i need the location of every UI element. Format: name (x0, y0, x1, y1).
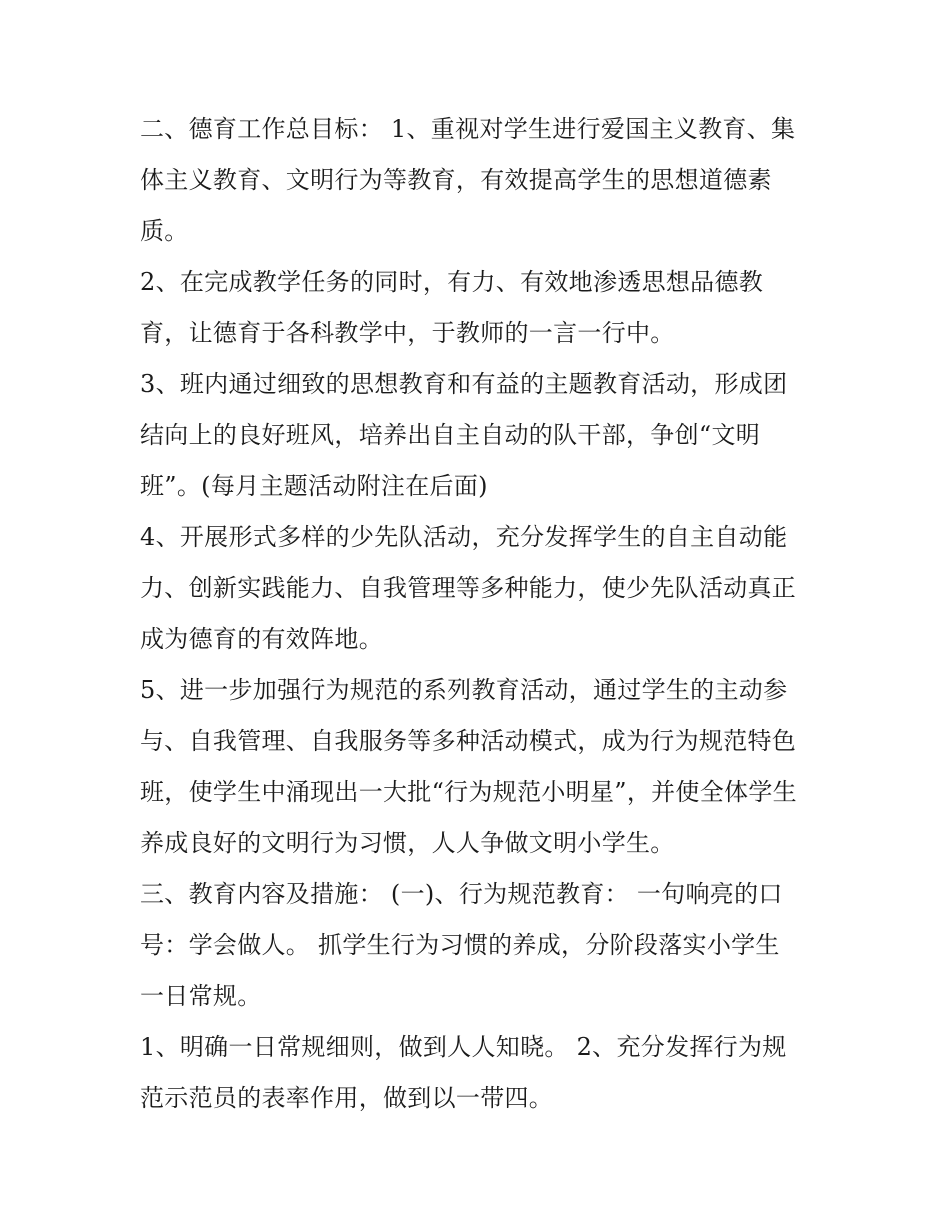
paragraph-measures-list (140, 1022, 820, 1124)
text-line: 三、教育内容及措施： (一)、行为规范教育： 一句响亮的口 (140, 880, 783, 908)
text-line: 力、创新实践能力、自我管理等多种能力，使少先队活动真正 (140, 574, 797, 602)
text-line: 结向上的良好班风，培养出自主自动的队干部，争创“文明 (140, 421, 761, 449)
text-line: 育，让德育于各科教学中，于教师的一言一行中。 (140, 319, 675, 347)
text-line: 5、进一步加强行为规范的系列教育活动，通过学生的主动参 (140, 676, 788, 704)
paragraph-goal-4 (140, 512, 820, 665)
text-line: 养成良好的文明行为习惯，人人争做文明小学生。 (140, 829, 675, 857)
paragraph-goal-3 (140, 359, 820, 512)
text-line: 号：学会做人。 抓学生行为习惯的养成，分阶段落实小学生 (140, 931, 780, 959)
text-line: 3、班内通过细致的思想教育和有益的主题教育活动，形成团 (140, 370, 788, 398)
paragraph-goals-intro (140, 104, 820, 257)
text-line: 质。 (140, 217, 189, 245)
text-line: 体主义教育、文明行为等教育，有效提高学生的思想道德素 (140, 166, 772, 194)
paragraph-goal-2 (140, 257, 820, 359)
text-line: 二、德育工作总目标： 1、重视对学生进行爱国主义教育、集 (140, 115, 796, 143)
text-line: 范示范员的表率作用，做到以一带四。 (140, 1084, 554, 1112)
text-line: 班”。(每月主题活动附注在后面) (140, 472, 488, 500)
text-line: 一日常规。 (140, 982, 262, 1010)
text-line: 2、在完成教学任务的同时，有力、有效地渗透思想品德教 (140, 268, 764, 296)
text-line: 与、自我管理、自我服务等多种活动模式，成为行为规范特色 (140, 727, 797, 755)
text-line: 1、明确一日常规细则，做到人人知晓。 2、充分发挥行为规 (140, 1033, 787, 1061)
text-line: 班，使学生中涌现出一大批“行为规范小明星”，并使全体学生 (140, 778, 797, 806)
paragraph-goal-5 (140, 665, 820, 869)
document-body (140, 104, 820, 1124)
text-line: 成为德育的有效阵地。 (140, 625, 383, 653)
text-line: 4、开展形式多样的少先队活动，充分发挥学生的自主自动能 (140, 523, 788, 551)
paragraph-content-measures (140, 869, 820, 1022)
